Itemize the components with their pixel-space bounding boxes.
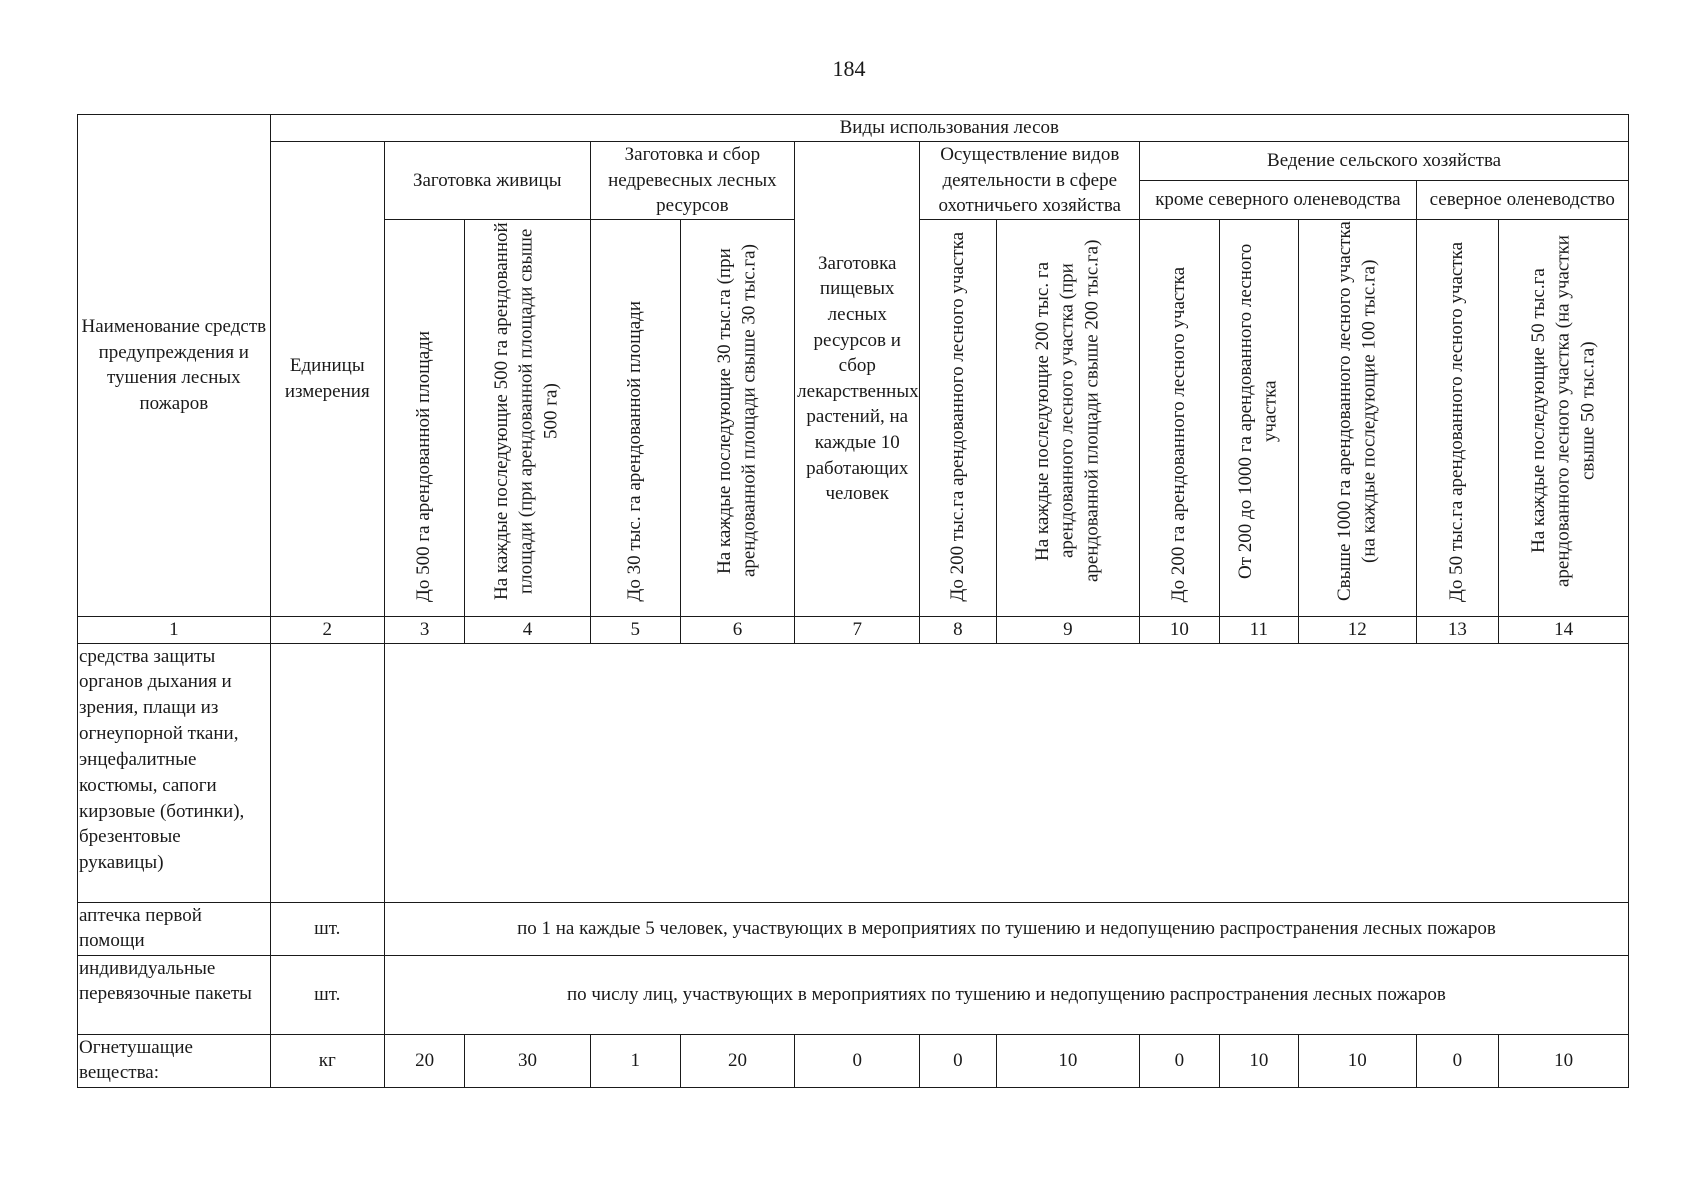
subheader-cell <box>465 219 590 616</box>
row-unit: шт. <box>270 955 384 1034</box>
column-number: 12 <box>1299 616 1417 643</box>
row-name: индивидуальные перевязочные пакеты <box>78 955 271 1034</box>
subheader-label: До 200 га арендованного лесного участка <box>1168 266 1190 602</box>
row-value: 0 <box>1140 1034 1219 1087</box>
row-value: 30 <box>465 1034 590 1087</box>
subheader-cell <box>590 219 680 616</box>
row-value: 10 <box>1499 1034 1629 1087</box>
header-forest-use: Виды использования лесов <box>270 115 1628 142</box>
subheader-label: На каждые последующие 30 тыс.га (при арендованной площади свыше 30 тыс.га) <box>713 244 760 578</box>
header-nonwood: Заготовка и сбор недревесных лесных ресурсов <box>590 142 795 220</box>
column-number: 8 <box>920 616 996 643</box>
row-name: средства защиты органов дыхания и зрения, плащи из огнеупорной ткани, энцефалитные костюмы, сапоги кирзовые (ботинки), брезентовые рукавицы) <box>78 643 271 902</box>
subheader-cell <box>996 219 1140 616</box>
column-number-row <box>78 616 1629 643</box>
row-value: 10 <box>1219 1034 1298 1087</box>
row-value: 0 <box>920 1034 996 1087</box>
table-row-extinguish <box>78 1034 1629 1087</box>
row-unit: шт. <box>270 902 384 955</box>
column-number: 1 <box>78 616 271 643</box>
column-number: 3 <box>384 616 465 643</box>
column-number: 10 <box>1140 616 1219 643</box>
row-value: 0 <box>795 1034 920 1087</box>
column-number: 9 <box>996 616 1140 643</box>
subheader-cell <box>1416 219 1499 616</box>
row-merged-value: по 1 на каждые 5 человек, участвующих в мероприятиях по тушению и недопущению распространения лесных пожаров <box>384 902 1628 955</box>
row-value: 10 <box>996 1034 1140 1087</box>
header-north: северное оленеводство <box>1416 180 1628 219</box>
table-row-first-aid <box>78 902 1629 955</box>
subheader-cell <box>680 219 794 616</box>
header-agriculture: Ведение сельского хозяйства <box>1140 142 1629 181</box>
row-name: аптечка первой помощи <box>78 902 271 955</box>
subheader-cell <box>384 219 465 616</box>
row-value: 20 <box>384 1034 465 1087</box>
header-units-label: Единицы измерения <box>284 355 370 402</box>
subheader-label: До 500 га арендованной площади <box>413 330 435 602</box>
subheader-label: До 30 тыс. га арендованной площади <box>623 301 645 602</box>
row-values-empty <box>384 643 1628 902</box>
subheader-label: До 50 тыс.га арендованного лесного участка <box>1446 241 1468 602</box>
subheader-label: На каждые последующие 50 тыс.га арендованного лесного участка (на участки свыше 50 тыс.га) <box>1527 234 1598 587</box>
header-units-cell <box>270 142 384 617</box>
table-row-dressing <box>78 955 1629 1034</box>
subheader-label: От 200 до 1000 га арендованного лесного участка <box>1235 243 1281 579</box>
header-hunting: Осуществление видов деятельности в сфере охотничьего хозяйства <box>920 142 1140 220</box>
header-name-label: Наименование средств предупреждения и тушения лесных пожаров <box>81 316 267 414</box>
column-number: 6 <box>680 616 794 643</box>
header-food-label: Заготовка пищевых лесных ресурсов и сбор лекарственных растений, на каждые 10 работающих человек <box>797 252 919 505</box>
header-row-2 <box>78 142 1629 181</box>
fire-equipment-table <box>77 114 1629 1088</box>
row-value: 0 <box>1416 1034 1499 1087</box>
header-row-1 <box>78 115 1629 142</box>
subheader-label: До 200 тыс.га арендованного лесного участка <box>946 232 968 602</box>
row-unit-empty <box>270 643 384 902</box>
column-number: 13 <box>1416 616 1499 643</box>
row-value: 10 <box>1299 1034 1417 1087</box>
column-number: 2 <box>270 616 384 643</box>
column-number: 14 <box>1499 616 1629 643</box>
row-value: 1 <box>590 1034 680 1087</box>
header-resin: Заготовка живицы <box>384 142 590 220</box>
row-name: Огнетушащие вещества: <box>78 1034 271 1087</box>
subheader-cell <box>1299 219 1417 616</box>
subheader-label: На каждые последующие 500 га арендованной площади (при арендованной площади свыше 500 га) <box>491 222 562 600</box>
column-number: 11 <box>1219 616 1298 643</box>
subheader-label: Свыше 1000 га арендованного лесного участка (на каждые последующие 100 тыс.га) <box>1333 220 1380 601</box>
column-number: 5 <box>590 616 680 643</box>
row-merged-value: по числу лиц, участвующих в мероприятиях по тушению и недопущению распространения лесных пожаров <box>384 955 1628 1034</box>
subheader-cell <box>1499 219 1629 616</box>
page-number: 184 <box>832 56 866 81</box>
row-unit: кг <box>270 1034 384 1087</box>
subheader-cell <box>1140 219 1219 616</box>
subheader-cell <box>1219 219 1298 616</box>
header-except-north: кроме северного оленеводства <box>1140 180 1416 219</box>
subheader-label: На каждые последующие 200 тыс. га арендованного лесного участка (при арендованной площади свыше 200 тыс.га) <box>1031 239 1103 583</box>
header-food-cell <box>795 142 920 617</box>
subheader-cell <box>920 219 996 616</box>
header-name-cell <box>78 115 271 617</box>
column-number: 7 <box>795 616 920 643</box>
column-number: 4 <box>465 616 590 643</box>
row-value: 20 <box>680 1034 794 1087</box>
table-row-ppe <box>78 643 1629 902</box>
